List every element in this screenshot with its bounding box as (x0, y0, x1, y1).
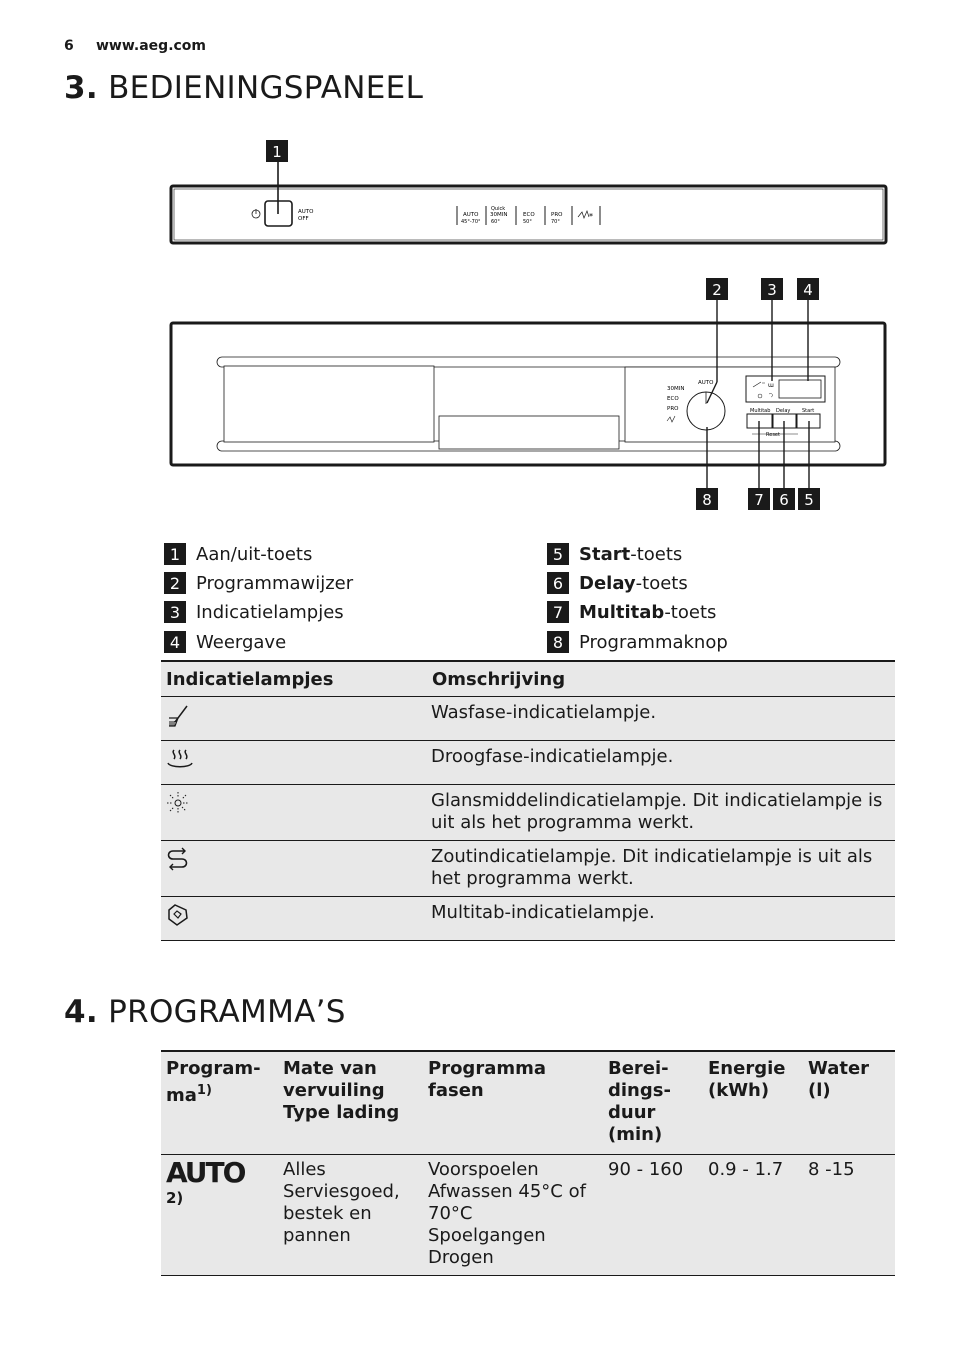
column-header-phases (423, 1051, 603, 1155)
legend-text: Programmawijzer (196, 572, 354, 594)
legend-bold: Delay (579, 572, 636, 594)
legend-number: 7 (547, 601, 569, 623)
description-cell: Multitab-indicatielampje. (427, 897, 895, 941)
icon-cell (161, 697, 427, 741)
cell-line: Voorspoelen (428, 1159, 539, 1180)
button-label-start: Start (802, 408, 815, 414)
top-prog-quick-1: Quick (491, 206, 506, 212)
multitab-icon (165, 902, 191, 928)
auto-off-label-2: OFF (298, 216, 309, 222)
legend-item (547, 630, 728, 654)
power-icon (252, 209, 260, 218)
cell-line: Afwassen 45°C of (428, 1181, 586, 1202)
header-line: (min) (608, 1124, 663, 1145)
header-line: vervuiling (283, 1080, 385, 1101)
legend-item (164, 630, 286, 654)
table-row (161, 1155, 895, 1276)
legend-number: 4 (164, 631, 186, 653)
svg-text:*: * (589, 212, 593, 221)
rinse-aid-icon (165, 790, 191, 816)
header-line: Energie (708, 1058, 786, 1079)
column-header-energy (703, 1051, 803, 1155)
cell-line: 70°C (428, 1203, 473, 1224)
button-label-multitab: Multitab (750, 408, 771, 414)
legend-text: Weergave (196, 631, 287, 653)
header-line: (kWh) (708, 1080, 770, 1101)
description-cell: Wasfase-indicatielampje. (427, 697, 895, 741)
duration-cell: 90 - 160 (603, 1155, 703, 1276)
website-link[interactable]: www.aeg.com (96, 38, 207, 54)
header-line: dings- (608, 1080, 671, 1101)
top-prog-eco-2: 50° (523, 219, 532, 225)
column-header-water (803, 1051, 895, 1155)
auto-program-logo: AUTO (166, 1156, 245, 1189)
cell-line: Alles (283, 1159, 326, 1180)
legend-text: Aan/uit-toets (196, 543, 313, 565)
energy-cell: 0.9 - 1.7 (703, 1155, 803, 1276)
section-4-heading: PROGRAMMA’S (108, 994, 346, 1030)
section-3-title (64, 70, 423, 106)
table-row (161, 841, 895, 897)
legend-item (164, 600, 344, 624)
callout-3: 3 (767, 281, 777, 299)
header-line: (l) (808, 1080, 831, 1101)
cell-line: Drogen (428, 1247, 494, 1268)
description-cell: Glansmiddelindicatielampje. Dit indicatielampje is uit als het programma werkt. (427, 785, 895, 841)
header-text: Program-ma (166, 1058, 261, 1106)
top-prog-quick-2: 30MIN (490, 212, 508, 218)
legend-number: 3 (164, 601, 186, 623)
phases-cell (423, 1155, 603, 1276)
extra-option-icon (578, 211, 593, 221)
dial-label-pro: PRO (667, 406, 679, 412)
legend-number: 1 (164, 543, 186, 565)
drying-phase-icon (165, 746, 195, 772)
table-row (161, 897, 895, 941)
callout-6: 6 (779, 491, 789, 509)
callout-8: 8 (702, 491, 712, 509)
dial-label-auto: AUTO (698, 380, 714, 386)
icon-cell (161, 741, 427, 785)
callout-7: 7 (754, 491, 764, 509)
program-cell (161, 1155, 278, 1276)
cell-line: pannen (283, 1225, 351, 1246)
salt-icon (165, 846, 191, 872)
header-line: Programma (428, 1058, 547, 1079)
footnote-marker: 2) (166, 1189, 184, 1207)
table-row (161, 785, 895, 841)
dial-label-eco: ECO (667, 396, 679, 402)
callout-5: 5 (804, 491, 814, 509)
soil-cell (278, 1155, 423, 1276)
callout-4: 4 (803, 281, 813, 299)
legend-item (164, 542, 312, 566)
svg-text:ա: ա (768, 382, 774, 389)
page-number: 6 (64, 38, 74, 54)
dial-label-30min: 30MIN (667, 386, 685, 392)
column-header: Omschrijving (427, 661, 895, 697)
top-prog-eco-1: ECO (523, 212, 535, 218)
header-line: Mate van (283, 1058, 377, 1079)
description-cell: Droogfase-indicatielampje. (427, 741, 895, 785)
legend-text: -toets (635, 572, 688, 594)
cell-line: Spoelgangen (428, 1225, 546, 1246)
legend-text: -toets (664, 601, 717, 623)
legend-text: -toets (630, 543, 683, 565)
indicators-table (161, 660, 895, 941)
footnote-marker: 1) (196, 1083, 212, 1098)
column-header-duration (603, 1051, 703, 1155)
table-row (161, 697, 895, 741)
table-row (161, 741, 895, 785)
icon-cell (161, 897, 427, 941)
legend-item (547, 600, 716, 624)
water-cell: 8 -15 (803, 1155, 895, 1276)
callout-1: 1 (272, 143, 282, 161)
section-3-number: 3. (64, 70, 98, 106)
icon-cell (161, 841, 427, 897)
display (779, 380, 821, 398)
description-cell: Zoutindicatielampje. Dit indicatielampje is uit als het programma werkt. (427, 841, 895, 897)
header-line: duur (608, 1102, 656, 1123)
section-4-number: 4. (64, 994, 98, 1030)
legend-item (547, 571, 688, 595)
header-line: Water (808, 1058, 870, 1079)
top-prog-quick-3: 60° (491, 219, 500, 225)
header-line: Type lading (283, 1102, 400, 1123)
programs-table (161, 1050, 895, 1276)
section-4-title (64, 994, 346, 1030)
column-header-program (161, 1051, 278, 1155)
top-prog-auto-2: 45°-70° (461, 219, 481, 225)
top-prog-auto-1: AUTO (463, 212, 479, 218)
legend-bold: Multitab (579, 601, 665, 623)
legend-number: 8 (547, 631, 569, 653)
legend-text: Indicatielampjes (196, 601, 344, 623)
top-prog-pro-1: PRO (551, 212, 563, 218)
callout-2: 2 (712, 281, 722, 299)
header-line: fasen (428, 1080, 484, 1101)
legend-number: 6 (547, 572, 569, 594)
cell-line: bestek en (283, 1203, 372, 1224)
legend-number: 5 (547, 543, 569, 565)
header-line: Berei- (608, 1058, 669, 1079)
legend-item (547, 542, 682, 566)
auto-off-label-1: AUTO (298, 209, 314, 215)
button-label-delay: Delay (776, 408, 791, 414)
control-panel-diagram (0, 130, 954, 520)
column-header: Indicatielampjes (161, 661, 427, 697)
top-prog-pro-2: 70° (551, 219, 560, 225)
legend-number: 2 (164, 572, 186, 594)
bottom-panel (171, 323, 885, 465)
wash-phase-icon (165, 702, 191, 728)
reset-label: Reset (766, 432, 780, 438)
legend-text: Programmaknop (579, 631, 728, 653)
section-3-heading: BEDIENINGSPANEEL (108, 70, 424, 106)
legend-bold: Start (579, 543, 631, 565)
legend-item (164, 571, 353, 595)
icon-cell (161, 785, 427, 841)
cell-line: Serviesgoed, (283, 1181, 400, 1202)
column-header-soil (278, 1051, 423, 1155)
